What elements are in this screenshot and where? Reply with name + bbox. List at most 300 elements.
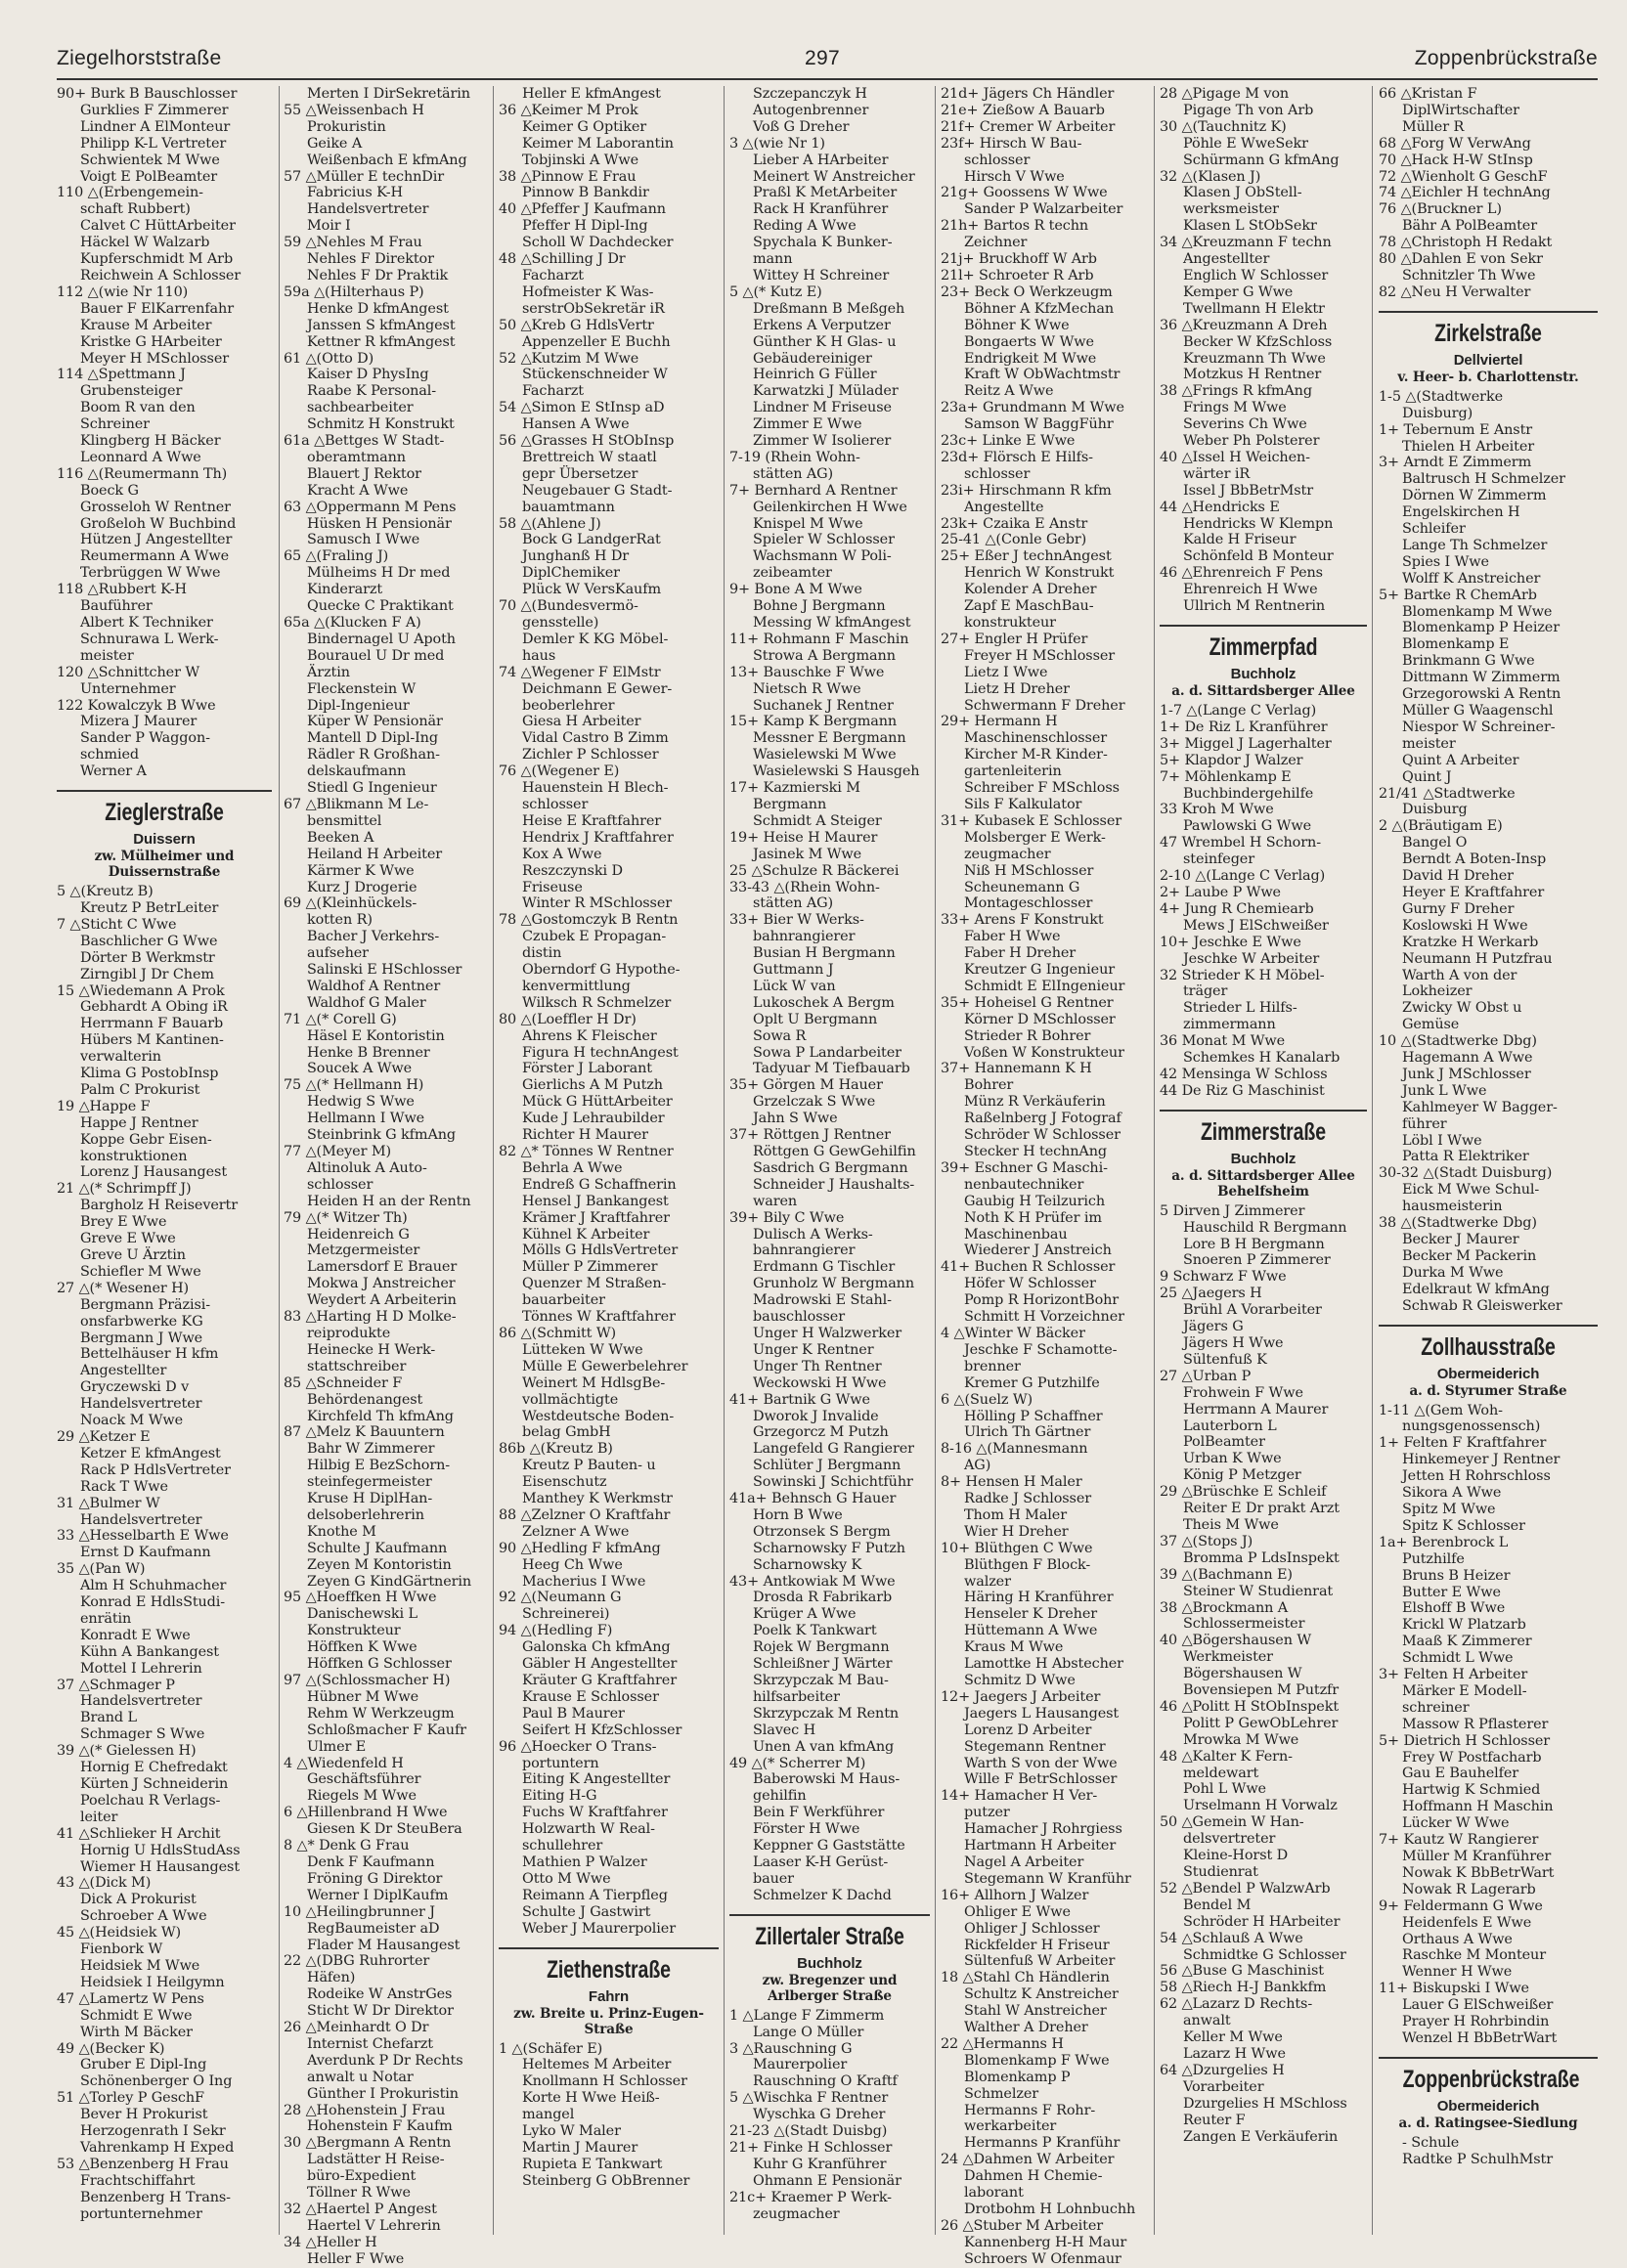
resident-entry: Günther I Prokuristin: [307, 2085, 459, 2102]
resident-entry: hausmeisterin: [1402, 1199, 1503, 1215]
resident-entry: leiter: [80, 1809, 118, 1825]
resident-entry: Mathien P Walzer: [522, 1854, 647, 1870]
house-number-entry: 21-23 △(Stadt Duisbg): [729, 2123, 888, 2140]
house-number-entry: 31+ Kubasek E Schlosser: [941, 812, 1122, 829]
resident-entry: Frohwein F Wwe: [1183, 1384, 1303, 1401]
resident-entry: Wasielewski M Wwe: [753, 747, 897, 763]
house-number-entry: 61 △(Otto D): [284, 350, 374, 367]
house-number-entry: 1-7 △(Lange C Verlag): [1160, 703, 1317, 719]
resident-entry: Tobjinski A Wwe: [522, 152, 639, 168]
resident-entry: Drotbohm H Lohnbuchh: [964, 2202, 1136, 2217]
resident-entry: Behrla A Wwe: [522, 1159, 623, 1176]
resident-entry: anwalt: [1183, 2013, 1231, 2029]
house-number-entry: 33+ Arens F Konstrukt: [941, 912, 1104, 929]
resident-entry: Kühnel K Arbeiter: [522, 1226, 650, 1243]
house-number-entry: 39 △(* Gielessen H): [57, 1743, 197, 1760]
resident-entry: Raschke M Monteur: [1402, 1947, 1546, 1964]
resident-entry: Junghanß H Dr: [522, 548, 630, 565]
resident-entry: Rojek W Bergmann: [753, 1639, 890, 1656]
house-number-entry: 68 △Forg W VerwAng: [1379, 135, 1531, 152]
resident-entry: Kinderarzt: [307, 582, 383, 598]
resident-entry: Junk J MSchlosser: [1402, 1066, 1531, 1082]
house-number-entry: 76 △(Bruckner L): [1379, 201, 1502, 218]
resident-entry: Hofmeister K Was-: [522, 284, 654, 300]
resident-entry: Henseler K Dreher: [964, 1606, 1098, 1623]
resident-entry: Behördenangest: [307, 1391, 423, 1408]
resident-entry: Facharzt: [522, 267, 584, 284]
resident-entry: schlosser: [964, 152, 1031, 168]
resident-entry: Studienrat: [1183, 1864, 1258, 1880]
street-extent: a. d. Styrumer Straße: [1409, 1382, 1567, 1399]
house-number-entry: 6 △(Suelz W): [941, 1391, 1033, 1408]
house-number-entry: 3+ Felten H Arbeiter: [1379, 1667, 1528, 1683]
resident-entry: schlosser: [964, 465, 1031, 482]
house-number-entry: 2-10 △(Lange C Verlag): [1160, 868, 1326, 885]
resident-entry: Kremer G Putzhilfe: [964, 1374, 1100, 1391]
resident-entry: Herzogenrath I Sekr: [80, 2123, 226, 2140]
resident-entry: Bohne J Bergmann: [753, 598, 886, 615]
street-name: Zirkelstraße: [1434, 319, 1542, 347]
resident-entry: bahnrangierer: [753, 1243, 856, 1259]
resident-entry: enrätin: [80, 1610, 132, 1627]
section-rule: [57, 790, 272, 792]
district-name: Duissern: [133, 831, 196, 849]
house-number-entry: 95 △Hoeffken H Wwe: [284, 1590, 437, 1606]
resident-entry: Oplt U Bergmann: [753, 1011, 878, 1027]
resident-entry: Buchbindergehilfe: [1183, 785, 1314, 802]
resident-entry: Heller E kfmAngest: [522, 86, 661, 102]
house-number-entry: 85 △Schneider F: [284, 1374, 403, 1391]
house-number-entry: 23f+ Hirsch W Bau-: [941, 135, 1082, 152]
resident-entry: Mizera J Maurer: [80, 714, 198, 730]
resident-entry: Boom R van den: [80, 400, 196, 416]
house-number-entry: 52 △Kutzim M Wwe: [499, 350, 639, 367]
house-number-entry: 21h+ Bartos R techn: [941, 218, 1089, 235]
header-right-street: Zoppenbrückstraße: [1414, 47, 1598, 69]
resident-entry: brenner: [964, 1358, 1021, 1374]
resident-entry: Waldhof G Maler: [307, 994, 426, 1011]
house-number-entry: 67 △Blikmann M Le-: [284, 796, 429, 812]
resident-entry: Maurerpolier: [753, 2057, 848, 2073]
house-number-entry: 1 △Lange F Zimmerm: [729, 2007, 885, 2024]
resident-entry: Bever H Prokurist: [80, 2107, 208, 2123]
resident-entry: Henke B Brenner: [307, 1044, 430, 1061]
resident-entry: Eisenschutz: [522, 1474, 607, 1491]
resident-entry: Geschäftsführer: [307, 1771, 421, 1788]
resident-entry: Ärztin: [307, 664, 350, 680]
resident-entry: Märker E Modell-: [1402, 1682, 1527, 1699]
house-number-entry: 63 △Oppermann M Pens: [284, 499, 457, 515]
resident-entry: Wiederer J Anstreich: [964, 1243, 1112, 1259]
resident-entry: Höfer W Schlosser: [964, 1276, 1096, 1292]
house-number-entry: 94 △(Hedling F): [499, 1623, 613, 1639]
house-number-entry: 10 △(Stadtwerke Dbg): [1379, 1033, 1537, 1050]
resident-entry: Leonnard A Wwe: [80, 449, 201, 465]
house-number-entry: 29 △Brüschke E Schleif: [1160, 1484, 1327, 1501]
resident-entry: Quenzer M Straßen-: [522, 1276, 667, 1292]
house-number-entry: 21+ Finke H Schlosser: [729, 2139, 893, 2156]
resident-entry: Gebhardt A Obing iR: [80, 999, 228, 1016]
resident-entry: Reiter E Dr prakt Arzt: [1183, 1501, 1340, 1517]
resident-entry: Appenzeller E Buchh: [522, 333, 671, 350]
resident-entry: DiplChemiker: [522, 565, 620, 582]
house-number-entry: 25 △Schulze R Bäckerei: [729, 862, 900, 879]
resident-entry: schullehrer: [522, 1838, 603, 1854]
house-number-entry: 9+ Feldermann G Wwe: [1379, 1897, 1543, 1914]
house-number-entry: 23k+ Czaika E Anstr: [941, 515, 1088, 532]
resident-entry: Hauschild R Bergmann: [1183, 1219, 1347, 1236]
house-number-entry: 23c+ Linke E Wwe: [941, 433, 1076, 450]
section-rule: [1379, 2057, 1598, 2059]
resident-entry: Knollmann H Schlosser: [522, 2073, 687, 2090]
resident-entry: Happe J Rentner: [80, 1114, 198, 1131]
street-name: Zimmerstraße: [1200, 1117, 1327, 1146]
house-number-entry: 8+ Hensen H Maler: [941, 1474, 1082, 1491]
resident-entry: stätten AG): [753, 465, 834, 482]
house-number-entry: 25+ Eßer J technAngest: [941, 548, 1112, 565]
house-number-entry: 19+ Heise H Maurer: [729, 829, 878, 846]
resident-entry: RegBaumeister aD: [307, 1920, 440, 1937]
resident-entry: Schroeber A Wwe: [80, 1908, 207, 1925]
house-number-entry: 36 Monat M Wwe: [1160, 1033, 1286, 1050]
resident-entry: Calvet C HüttArbeiter: [80, 218, 236, 235]
house-number-entry: 43+ Antkowiak M Wwe: [729, 1573, 896, 1590]
resident-entry: Lore B H Bergmann: [1183, 1236, 1325, 1252]
house-number-entry: 32 △(Klasen J): [1160, 168, 1261, 185]
house-number-entry: 42 Mensinga W Schloss: [1160, 1066, 1328, 1082]
house-number-entry: 120 △Schnittcher W: [57, 664, 200, 680]
resident-entry: Otto M Wwe: [522, 1870, 611, 1887]
house-number-entry: 1-5 △(Stadtwerke: [1379, 388, 1503, 405]
house-number-entry: 1a+ Berenbrock L: [1379, 1534, 1509, 1550]
section-rule: [1379, 311, 1598, 313]
resident-entry: Hüsken H Pensionär: [307, 515, 452, 532]
resident-entry: Kärmer K Wwe: [307, 862, 415, 879]
house-number-entry: 12+ Jaegers J Arbeiter: [941, 1688, 1101, 1705]
house-number-entry: 64 △Dzurgelies H: [1160, 2062, 1285, 2078]
house-number-entry: 49 △(* Scherrer M): [729, 1755, 866, 1771]
resident-entry: werksmeister: [1183, 201, 1279, 218]
resident-entry: Ernst D Kaufmann: [80, 1545, 211, 1561]
resident-entry: Lauterborn L: [1183, 1418, 1277, 1434]
resident-entry: Kircher M-R Kinder-: [964, 747, 1108, 763]
resident-entry: Gäbler H Angestellter: [522, 1656, 678, 1673]
resident-entry: bauschlosser: [753, 1309, 846, 1326]
street-name: Zieglerstraße: [105, 799, 224, 827]
resident-entry: Zirngibl J Dr Chem: [80, 966, 214, 982]
house-number-entry: 5 △Wischka F Rentner: [729, 2090, 889, 2107]
resident-entry: Grzegorcz M Putzh: [753, 1424, 889, 1441]
resident-entry: Internist Chefarzt: [307, 2035, 433, 2052]
house-number-entry: 90+ Burk B Bauschlosser: [57, 86, 238, 102]
street-name: Ziethenstraße: [547, 1955, 671, 1984]
resident-entry: Elshoff B Wwe: [1402, 1600, 1506, 1617]
resident-entry: Lütteken W Wwe: [522, 1341, 643, 1358]
resident-entry: Benzenberg H Trans-: [80, 2189, 231, 2205]
resident-entry: Ketzer E kfmAngest: [80, 1445, 221, 1461]
house-number-entry: 54 △Schlauß A Wwe: [1160, 1930, 1303, 1946]
resident-entry: Beeken A: [307, 829, 374, 846]
resident-entry: Horn B Wwe: [753, 1506, 843, 1523]
resident-entry: meldewart: [1183, 1765, 1259, 1781]
house-number-entry: 15 △Wiedemann A Prok: [57, 982, 225, 999]
house-number-entry: 46 △Politt H StObInspekt: [1160, 1698, 1340, 1715]
resident-entry: Müller G Waagenschl: [1402, 703, 1554, 719]
house-number-entry: 82 △* Tönnes W Rentner: [499, 1144, 674, 1159]
house-number-entry: 21f+ Cremer W Arbeiter: [941, 118, 1116, 135]
house-number-entry: 53 △Benzenberg H Frau: [57, 2156, 229, 2172]
resident-entry: Englich W Schlosser: [1183, 267, 1329, 284]
resident-entry: Häckel W Walzarb: [80, 235, 210, 251]
street-section-heading: [1379, 1325, 1598, 1399]
house-number-entry: 6 △Hillenbrand H Wwe: [284, 1805, 448, 1821]
resident-entry: Hendricks W Klempn: [1183, 515, 1334, 532]
house-number-entry: 44 De Riz G Maschinist: [1160, 1082, 1325, 1099]
resident-entry: aufseher: [307, 945, 369, 962]
resident-entry: Schloßmacher F Kaufr: [307, 1722, 466, 1738]
resident-entry: Schmidt E ElIngenieur: [964, 978, 1125, 994]
district-name: Dellviertel: [1453, 351, 1523, 369]
resident-entry: Jetten H Rohrschloss: [1402, 1468, 1551, 1485]
resident-entry: Unger K Rentner: [753, 1341, 874, 1358]
resident-entry: Samusch I Wwe: [307, 532, 420, 548]
resident-entry: haus: [522, 647, 556, 664]
house-number-entry: 14+ Hamacher H Ver-: [941, 1788, 1098, 1805]
house-number-entry: 46 △Ehrenreich F Pens: [1160, 565, 1323, 582]
resident-entry: Zeichner: [964, 235, 1028, 251]
house-number-entry: 7+ Bernhard A Rentner: [729, 482, 898, 499]
house-number-entry: 33 Kroh M Wwe: [1160, 802, 1274, 818]
resident-entry: Sültenfuß K: [1183, 1351, 1267, 1368]
house-number-entry: 39+ Eschner G Maschi-: [941, 1159, 1108, 1176]
resident-entry: Heeg Ch Wwe: [522, 1556, 623, 1573]
resident-entry: Vidal Castro B Zimm: [522, 730, 669, 747]
house-number-entry: 86 △(Schmitt W): [499, 1325, 617, 1341]
resident-entry: walzer: [964, 1573, 1011, 1590]
resident-entry: delskaufmann: [307, 763, 407, 780]
resident-entry: Urban K Wwe: [1183, 1451, 1282, 1467]
resident-entry: Brinkmann G Wwe: [1402, 653, 1535, 670]
resident-entry: Schröder W Schlosser: [964, 1127, 1121, 1144]
house-number-entry: 4 △Wiedenfeld H: [284, 1755, 404, 1771]
resident-entry: Kürten J Schneiderin: [80, 1776, 229, 1792]
resident-entry: Friseuse: [522, 879, 583, 895]
resident-entry: Slavec H: [753, 1722, 816, 1738]
resident-entry: Averdunk P Dr Rechts: [307, 2052, 463, 2069]
resident-entry: Danischewski L: [307, 1606, 418, 1623]
resident-entry: Müller R: [1402, 118, 1465, 135]
resident-entry: Bendel M: [1183, 1897, 1252, 1913]
resident-entry: Lukoschek A Bergm: [753, 994, 895, 1011]
resident-entry: Thom H Maler: [964, 1506, 1067, 1523]
resident-entry: Günther K H Glas- u: [753, 333, 897, 350]
resident-entry: Bohrer: [964, 1077, 1014, 1094]
resident-entry: Snoeren P Zimmerer: [1183, 1252, 1331, 1269]
resident-entry: Schultz K Anstreicher: [964, 1986, 1119, 2003]
resident-entry: Dörter B Werkmstr: [80, 949, 215, 966]
resident-entry: Konradt E Wwe: [80, 1627, 191, 1643]
resident-entry: Greve U Ärztin: [80, 1247, 186, 1263]
house-number-entry: 112 △(wie Nr 110): [57, 284, 189, 300]
house-number-entry: 27 △(* Wesener H): [57, 1280, 190, 1296]
resident-entry: Fabricius K-H: [307, 185, 403, 201]
house-number-entry: 26 △Stuber M Arbeiter: [941, 2217, 1104, 2234]
resident-entry: Henrich W Konstrukt: [964, 565, 1115, 582]
resident-entry: Grosseloh W Rentner: [80, 499, 231, 515]
street-section-heading: [1160, 625, 1367, 699]
house-number-entry: 35 △(Pan W): [57, 1561, 146, 1578]
house-number-entry: 28 △Pigage M von: [1160, 86, 1290, 102]
resident-entry: Metzgermeister: [307, 1243, 420, 1259]
house-number-entry: 21j+ Bruckhoff W Arb: [941, 251, 1097, 268]
resident-entry: Hoffmann H Maschin: [1402, 1799, 1554, 1815]
resident-entry: Issel J BbBetrMstr: [1183, 482, 1314, 499]
resident-entry: Unternehmer: [80, 680, 176, 697]
house-number-entry: 23+ Beck O Werkzeugm: [941, 284, 1113, 300]
resident-entry: Schnitzler Th Wwe: [1402, 267, 1536, 284]
street-name: Zoppenbrückstraße: [1402, 2065, 1580, 2093]
resident-entry: Hüttemann A Wwe: [964, 1623, 1098, 1639]
resident-entry: belag GmbH: [522, 1424, 611, 1441]
resident-entry: Gaubig H Teilzurich: [964, 1193, 1106, 1209]
resident-entry: Szczepanczyk H: [753, 86, 867, 102]
house-number-entry: 1+ Felten F Kraftfahrer: [1379, 1435, 1547, 1452]
resident-entry: Schlüter J Bergmann: [753, 1458, 901, 1474]
resident-entry: Heinecke H Werk-: [307, 1341, 436, 1358]
resident-entry: zeibeamter: [753, 565, 832, 582]
resident-entry: Sander P Waggon-: [80, 730, 210, 747]
resident-entry: nungsgenossensch): [1402, 1418, 1541, 1435]
resident-entry: Gurklies F Zimmerer: [80, 102, 229, 118]
resident-entry: Terbrüggen W Wwe: [80, 565, 221, 582]
resident-entry: Wachsmann W Poli-: [753, 548, 892, 565]
resident-entry: hilfsarbeiter: [753, 1688, 840, 1705]
resident-entry: Geilenkirchen H Wwe: [753, 499, 907, 515]
street-extent: a. d. Sittardsberger Allee Behelfsheim: [1171, 1167, 1355, 1199]
house-number-entry: 3+ Arndt E Zimmerm: [1379, 455, 1532, 471]
resident-entry: Korte H Wwe Heiß-: [522, 2090, 660, 2107]
resident-entry: Spitz K Schlosser: [1402, 1517, 1525, 1534]
resident-entry: Schleißner J Wärter: [753, 1656, 893, 1673]
house-number-entry: 30-32 △(Stadt Duisburg): [1379, 1165, 1553, 1182]
house-number-entry: 23d+ Flörsch E Hilfs-: [941, 449, 1093, 465]
resident-entry: Sowa R: [753, 1027, 807, 1044]
resident-entry: Schröder H HArbeiter: [1183, 1913, 1341, 1930]
resident-entry: Neugebauer G Stadt-: [522, 482, 673, 499]
resident-entry: Schulte J Gastwirt: [522, 1903, 651, 1920]
resident-entry: Niß H MSchlosser: [964, 862, 1094, 879]
house-number-entry: 77 △(Meyer M): [284, 1144, 391, 1159]
resident-entry: meister: [80, 647, 134, 664]
resident-entry: Kirchfeld Th kfmAng: [307, 1408, 454, 1424]
resident-entry: zimmermann: [1183, 1017, 1276, 1033]
street-name: Zollhausstraße: [1421, 1332, 1556, 1361]
resident-entry: Hermanns P Kranführ: [964, 2135, 1121, 2152]
resident-entry: Maaß K Zimmerer: [1402, 1634, 1532, 1650]
resident-entry: Steinberg G ObBrenner: [522, 2172, 690, 2189]
resident-entry: Schönenberger O Ing: [80, 2073, 233, 2090]
resident-entry: Motzkus H Rentner: [1183, 367, 1322, 383]
resident-entry: Schwermann F Dreher: [964, 697, 1125, 714]
house-number-entry: 2+ Laube P Wwe: [1160, 884, 1281, 900]
resident-entry: Steiner W Studienrat: [1183, 1583, 1334, 1599]
header-left-street: Ziegelhorststraße: [57, 47, 222, 69]
resident-entry: Manthey K Werkmstr: [522, 1491, 673, 1507]
house-number-entry: 59a △(Hilterhaus P): [284, 284, 424, 300]
resident-entry: Zelzner A Wwe: [522, 1523, 630, 1540]
resident-entry: zeugmacher: [964, 846, 1051, 862]
house-number-entry: 30 △Bergmann A Rentn: [284, 2135, 452, 2152]
street-extent: zw. Mülheimer und Duissernstraße: [94, 849, 235, 881]
house-number-entry: 65 △(Fraling J): [284, 548, 389, 565]
resident-entry: Hermanns F Rohr-: [964, 2102, 1096, 2118]
house-number-entry: 54 △Simon E StInsp aD: [499, 400, 665, 416]
resident-entry: Nietsch R Wwe: [753, 680, 861, 697]
street-extent: zw. Breite u. Prinz-Eugen-Straße: [513, 2005, 704, 2037]
house-number-entry: 76 △(Wegener E): [499, 763, 620, 780]
house-number-entry: 33 △Hesselbarth E Wwe: [57, 1528, 229, 1545]
resident-entry: Gurny F Dreher: [1402, 900, 1515, 917]
resident-entry: - Schule: [1402, 2134, 1460, 2151]
resident-entry: Kühn A Bankangest: [80, 1643, 219, 1660]
house-number-entry: 21g+ Goossens W Wwe: [941, 185, 1108, 201]
house-number-entry: 47 △Lamertz W Pens: [57, 1990, 204, 2007]
house-number-entry: 65a △(Klucken F A): [284, 615, 421, 631]
district-name: Buchholz: [797, 1954, 862, 1972]
resident-entry: Rupieta E Tankwart: [522, 2156, 663, 2172]
resident-entry: Strieder L Hilfs-: [1183, 1000, 1297, 1017]
district-name: Obermeiderich: [1436, 1365, 1540, 1382]
resident-entry: David H Dreher: [1402, 868, 1514, 885]
resident-entry: Hornig U HdlsStudAss: [80, 1842, 241, 1858]
resident-entry: Gebäudereiniger: [753, 350, 872, 367]
resident-entry: Keimer G Optiker: [522, 118, 647, 135]
resident-entry: Guttmann J: [753, 962, 834, 979]
resident-entry: Facharzt: [522, 383, 584, 400]
resident-entry: Scholl W Dachdecker: [522, 235, 674, 251]
resident-entry: Stegemann W Kranführ: [964, 1870, 1131, 1887]
resident-entry: Unen A van kfmAng: [753, 1738, 895, 1755]
resident-entry: Schreiber F MSchloss: [964, 780, 1120, 797]
house-number-entry: 38 △Frings R kfmAng: [1160, 383, 1312, 400]
resident-entry: kotten R): [307, 912, 373, 929]
resident-entry: Kratzke H Werkarb: [1402, 934, 1539, 950]
house-number-entry: 39+ Bily C Wwe: [729, 1209, 845, 1226]
resident-entry: Schürmann G kfmAng: [1183, 152, 1340, 168]
house-number-entry: 13+ Bauschke F Wwe: [729, 664, 885, 680]
resident-entry: Kreutz P BetrLeiter: [80, 899, 219, 916]
resident-entry: Schmidt E Wwe: [80, 2007, 193, 2024]
resident-entry: Wier H Dreher: [964, 1523, 1069, 1540]
house-number-entry: 3+ Miggel J Lagerhalter: [1160, 735, 1332, 752]
resident-entry: Severins Ch Wwe: [1183, 416, 1307, 433]
resident-entry: Lieber A HArbeiter: [753, 152, 889, 168]
section-rule: [729, 1914, 930, 1916]
resident-entry: DiplWirtschafter: [1402, 102, 1519, 118]
house-number-entry: 58 △Riech H-J Bankkfm: [1160, 1980, 1327, 1996]
resident-entry: Endrigkeit M Wwe: [964, 350, 1097, 367]
resident-entry: Wittey H Schreiner: [753, 267, 890, 284]
resident-entry: Wasielewski S Hausgeh: [753, 763, 920, 780]
resident-entry: Rickfelder H Friseur: [964, 1937, 1110, 1953]
resident-entry: Röttgen G GewGehilfin: [753, 1144, 916, 1159]
house-number-entry: 90 △Hedling F kfmAng: [499, 1540, 661, 1556]
resident-entry: Knothe M: [307, 1523, 376, 1540]
resident-entry: Angestellter: [1183, 251, 1270, 268]
house-number-entry: 3 △(wie Nr 1): [729, 135, 825, 152]
house-number-entry: 25-41 △(Conle Gebr): [941, 532, 1087, 548]
section-rule: [1160, 1110, 1367, 1112]
